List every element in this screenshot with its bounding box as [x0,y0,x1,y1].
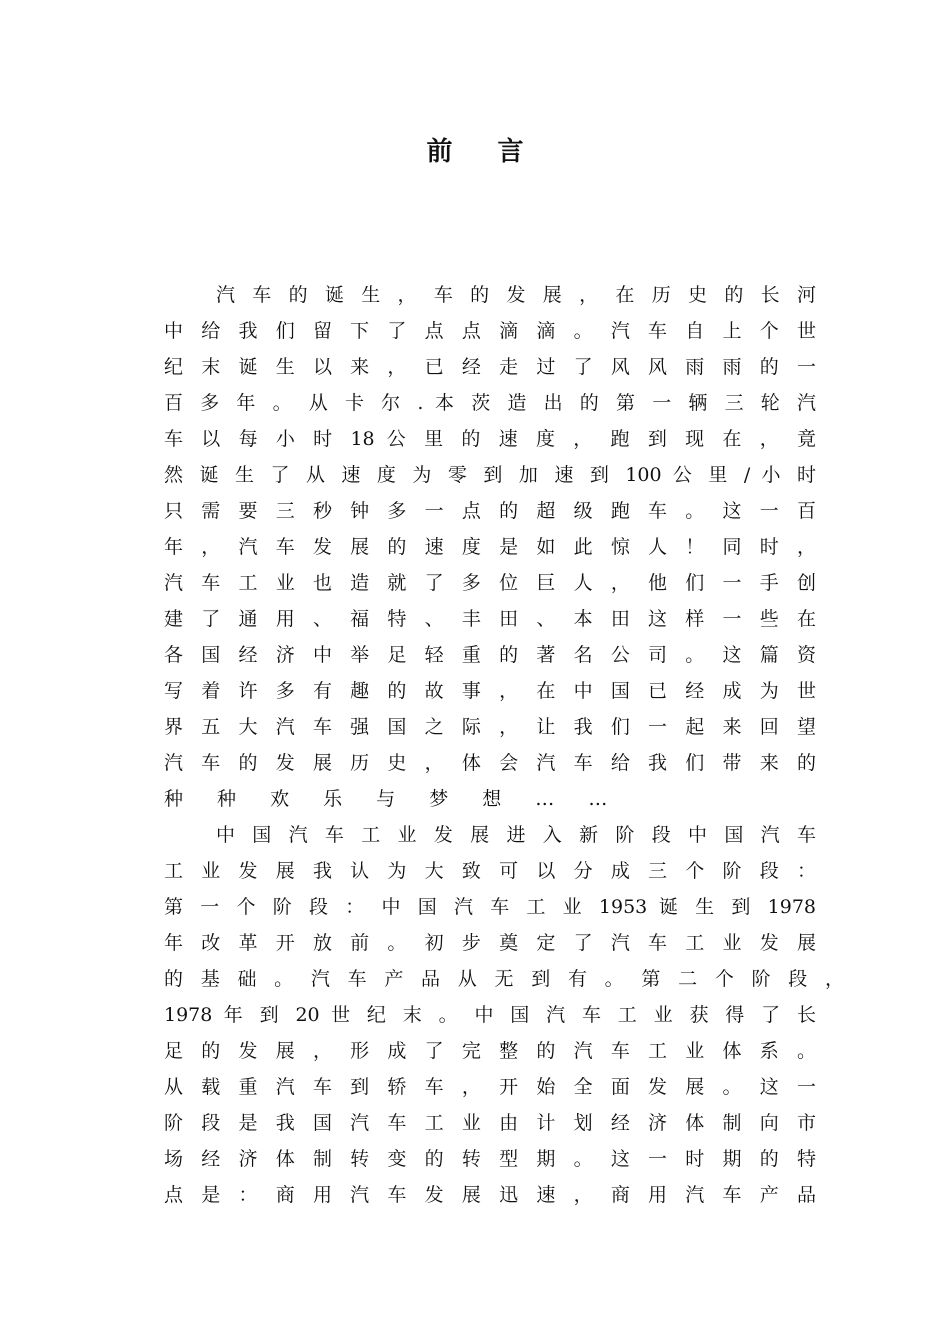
text-line: 阶 段 是 我 国 汽 车 工 业 由 计 划 经 济 体 制 向 市 [164,1112,816,1134]
page-title: 前 言 [426,137,542,167]
text-line: 的 基 础 。 汽 车 产 品 从 无 到 有 。 第 二 个 阶 段 ， [164,968,844,990]
text-line: 年 改 革 开 放 前 。 初 步 奠 定 了 汽 车 工 业 发 展 [164,932,816,954]
text-line: 年 ， 汽 车 发 展 的 速 度 是 如 此 惊 人 ！ 同 时 ， [164,536,816,558]
text-line: 点 是 ： 商 用 汽 车 发 展 迅 速 ， 商 用 汽 车 产 品 [164,1184,816,1206]
text-line: 建 了 通 用 、 福 特 、 丰 田 、 本 田 这 样 一 些 在 [164,608,816,630]
text-line: 界 五 大 汽 车 强 国 之 际 ， 让 我 们 一 起 来 回 望 [164,716,816,738]
text-line: 纪 末 诞 生 以 来 ， 已 经 走 过 了 风 风 雨 雨 的 一 [164,356,816,378]
text-line: 1978 年 到 20 世 纪 末 。 中 国 汽 车 工 业 获 得 了 长 [164,1004,816,1026]
text-line: 第 一 个 阶 段 ： 中 国 汽 车 工 业 1953 诞 生 到 1978 [164,896,816,918]
text-line: 足 的 发 展 ， 形 成 了 完 整 的 汽 车 工 业 体 系 。 [164,1040,816,1062]
text-line: 写 着 许 多 有 趣 的 故 事 ， 在 中 国 已 经 成 为 世 [164,680,816,702]
text-line: 百 多 年 。 从 卡 尔 . 本 茨 造 出 的 第 一 辆 三 轮 汽 [164,392,816,414]
text-line: 各 国 经 济 中 举 足 轻 重 的 著 名 公 司 。 这 篇 资 [164,644,816,666]
text-line: 种 种 欢 乐 与 梦 想 … … [164,788,622,810]
text-line: 中 给 我 们 留 下 了 点 点 滴 滴 。 汽 车 自 上 个 世 [164,320,816,342]
text-line: 场 经 济 体 制 转 变 的 转 型 期 。 这 一 时 期 的 特 [164,1148,816,1170]
text-line: 车 以 每 小 时 18 公 里 的 速 度 ， 跑 到 现 在 ， 竟 [164,428,816,450]
text-line: 从 载 重 汽 车 到 轿 车 ， 开 始 全 面 发 展 。 这 一 [164,1076,816,1098]
text-line: 汽 车 的 发 展 历 史 ， 体 会 汽 车 给 我 们 带 来 的 [164,752,816,774]
text-line: 中 国 汽 车 工 业 发 展 进 入 新 阶 段 中 国 汽 车 [216,824,816,846]
text-line: 工 业 发 展 我 认 为 大 致 可 以 分 成 三 个 阶 段 ： [164,860,816,882]
text-line: 只 需 要 三 秒 钟 多 一 点 的 超 级 跑 车 。 这 一 百 [164,500,816,522]
text-line: 然 诞 生 了 从 速 度 为 零 到 加 速 到 100 公 里 / 小 时 [164,464,816,486]
text-line: 汽 车 工 业 也 造 就 了 多 位 巨 人 ， 他 们 一 手 创 [164,572,816,594]
text-line: 汽 车 的 诞 生 ， 车 的 发 展 ， 在 历 史 的 长 河 [216,284,816,306]
